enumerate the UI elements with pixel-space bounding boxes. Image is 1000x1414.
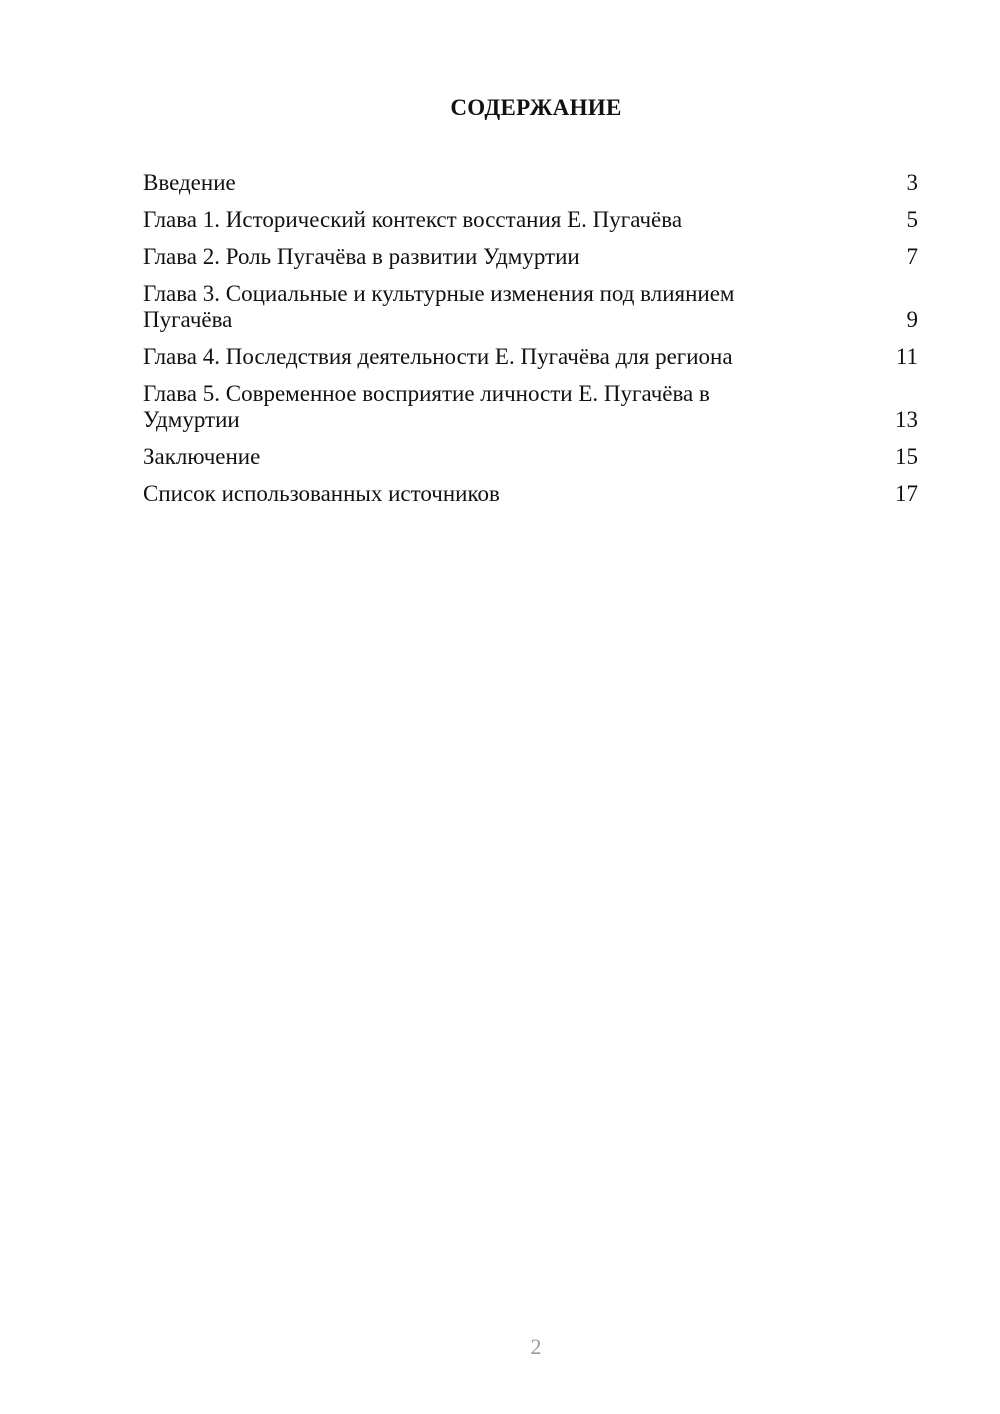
toc-entry-introduction [143,170,918,196]
toc-entry-conclusion [143,444,918,470]
toc-entry-references [143,481,918,507]
toc-entry-label: Глава 5. Современное восприятие личности Е. Пугачёва в Удмуртии [143,381,710,432]
toc-entry-page: 17 [895,481,918,506]
toc-entry-label: Заключение [143,444,261,469]
toc-entry-label: Глава 2. Роль Пугачёва в развитии Удмуртии [143,244,580,269]
toc-entry-label: Список использованных источников [143,481,500,506]
toc-entry-chapter-1 [143,207,918,233]
toc-entry-page: 15 [895,444,918,469]
toc-entry-page: 5 [906,207,918,232]
toc-entry-label: Глава 4. Последствия деятельности Е. Пугачёва для региона [143,344,733,369]
table-of-contents [143,170,918,518]
toc-entry-label: Глава 1. Исторический контекст восстания Е. Пугачёва [143,207,683,232]
toc-entry-page: 3 [906,170,918,195]
toc-entry-chapter-2 [143,244,918,270]
toc-entry-page: 11 [895,344,918,369]
page-number: 2 [530,1334,542,1359]
toc-entry-chapter-5 [143,381,918,433]
page-title: СОДЕРЖАНИЕ [450,95,622,120]
toc-entry-label: Введение [143,170,236,195]
toc-entry-chapter-4 [143,344,918,370]
toc-entry-page: 9 [906,307,918,332]
toc-entry-page: 13 [895,407,918,432]
toc-entry-label: Глава 3. Социальные и культурные изменения под влиянием Пугачёва [143,281,735,332]
toc-entry-chapter-3 [143,281,918,333]
toc-entry-page: 7 [906,244,918,269]
